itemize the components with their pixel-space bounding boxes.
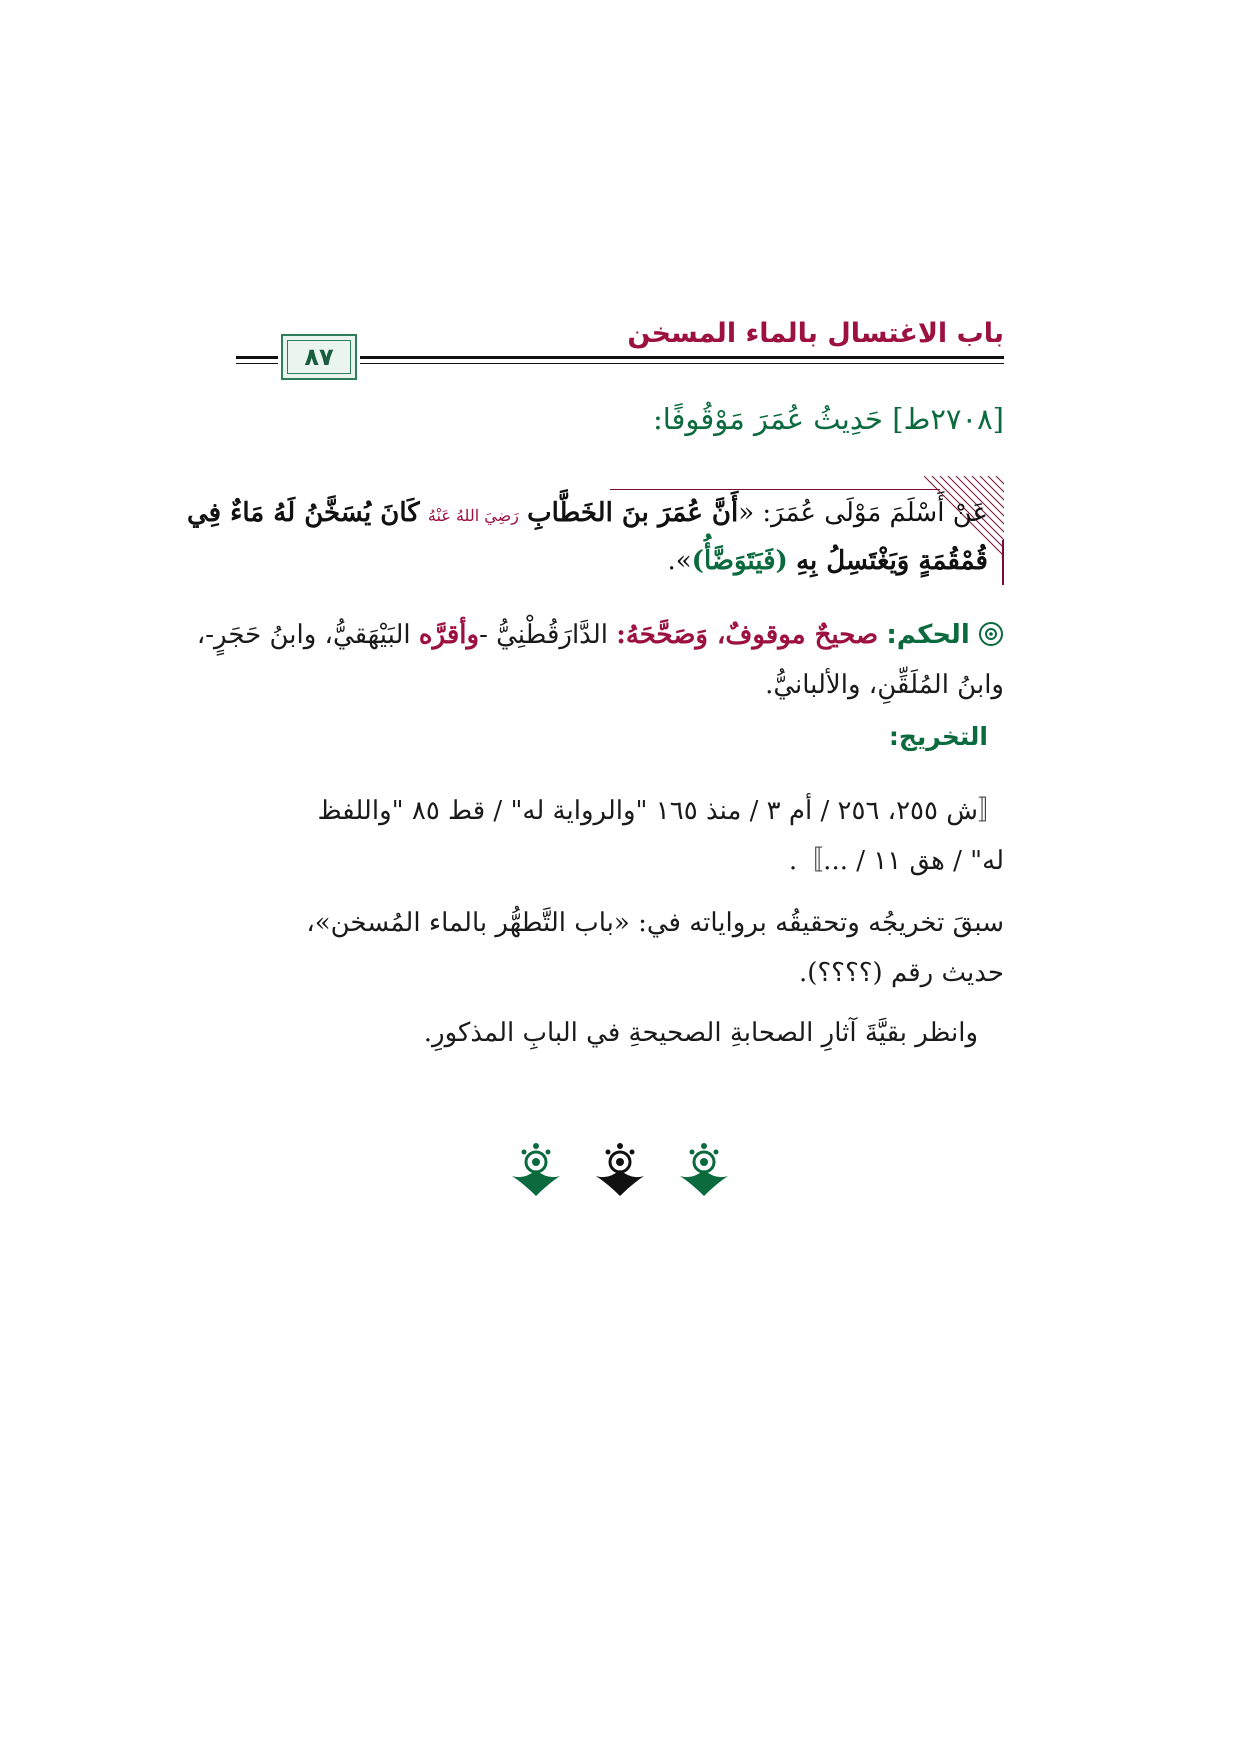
quote-text-b: كَانَ يُسَخَّنُ لَهُ مَاءٌ فِي — [187, 498, 420, 528]
quote-line-1 — [187, 498, 988, 528]
hadith-title: حَدِيثُ عُمَرَ مَوْقُوفًا: — [652, 402, 883, 436]
quote-variant: (فَيَتَوَضَّأُ) — [691, 546, 788, 576]
note-line-1: سبقَ تخريجُه وتحقيقُه برواياته في: «باب التَّطهُّر بالماء المُسخن»، — [306, 908, 1004, 938]
ruling-scholars-a: الدَّارَقُطْنِيُّ - — [479, 620, 608, 650]
ornament-left — [512, 1143, 560, 1196]
ruling-scholars-b: البَيْهَقيُّ، وابنُ حَجَرٍ-، — [196, 620, 411, 650]
quote-text-c: قُمْقُمَةٍ وَيَغْتَسِلُ بِهِ — [796, 546, 988, 576]
flower-bullet-icon — [978, 621, 1004, 647]
ruling-line-2: وابنُ المُلَقِّنِ، والألبانيُّ. — [765, 670, 1004, 700]
quote-narrator: عَنْ أَسْلَمَ مَوْلَى عُمَرَ: « — [738, 498, 988, 528]
ruling-approved: وأقرَّه — [418, 620, 480, 650]
note-line-3: وانظر بقيَّةَ آثارِ الصحابةِ الصحيحةِ في البابِ المذكورِ. — [423, 1018, 978, 1048]
honorific: رَضِيَ اللهُ عَنْهُ — [427, 506, 519, 525]
ruling-line-1 — [197, 620, 1004, 650]
ornament-center — [596, 1143, 644, 1196]
ornament-right — [680, 1143, 728, 1196]
hadith-number: [٢٧٠٨ط] — [892, 402, 1004, 436]
quote-text-a: أَنَّ عُمَرَ بنَ الخَطَّابِ — [527, 498, 739, 528]
takhrij-line-2: له" / هق ١١ / ...〛. — [788, 846, 1004, 876]
header-rule-right-thin — [360, 363, 1004, 364]
page-number-badge — [281, 334, 357, 380]
header-rule-left — [236, 356, 278, 359]
ruling-verdict: صحيحٌ موقوفٌ، وَصَحَّحَهُ: — [616, 620, 879, 650]
ruling-label: الحكم: — [886, 620, 970, 650]
header-rule-left-thin — [236, 363, 278, 364]
quote-close: ». — [667, 546, 692, 576]
takhrij-label: التخريج: — [888, 722, 988, 751]
closing-ornament — [496, 1140, 744, 1196]
hadith-heading — [653, 402, 1004, 436]
chapter-title: باب الاغتسال بالماء المسخن — [627, 318, 1004, 349]
quote-line-2 — [667, 546, 988, 576]
note-line-2: حديث رقم (؟؟؟؟). — [798, 958, 1004, 988]
page-number: ٨٧ — [304, 343, 334, 371]
header-rule-right — [360, 356, 1004, 359]
takhrij-line-1: 〚ش ٢٥٥، ٢٥٦ / أم ٣ / منذ ١٦٥ "والرواية له" / قط ٨٥ "واللفظ — [317, 796, 1004, 826]
quote-side-rule — [1002, 540, 1004, 585]
quote-top-rule — [610, 489, 940, 490]
